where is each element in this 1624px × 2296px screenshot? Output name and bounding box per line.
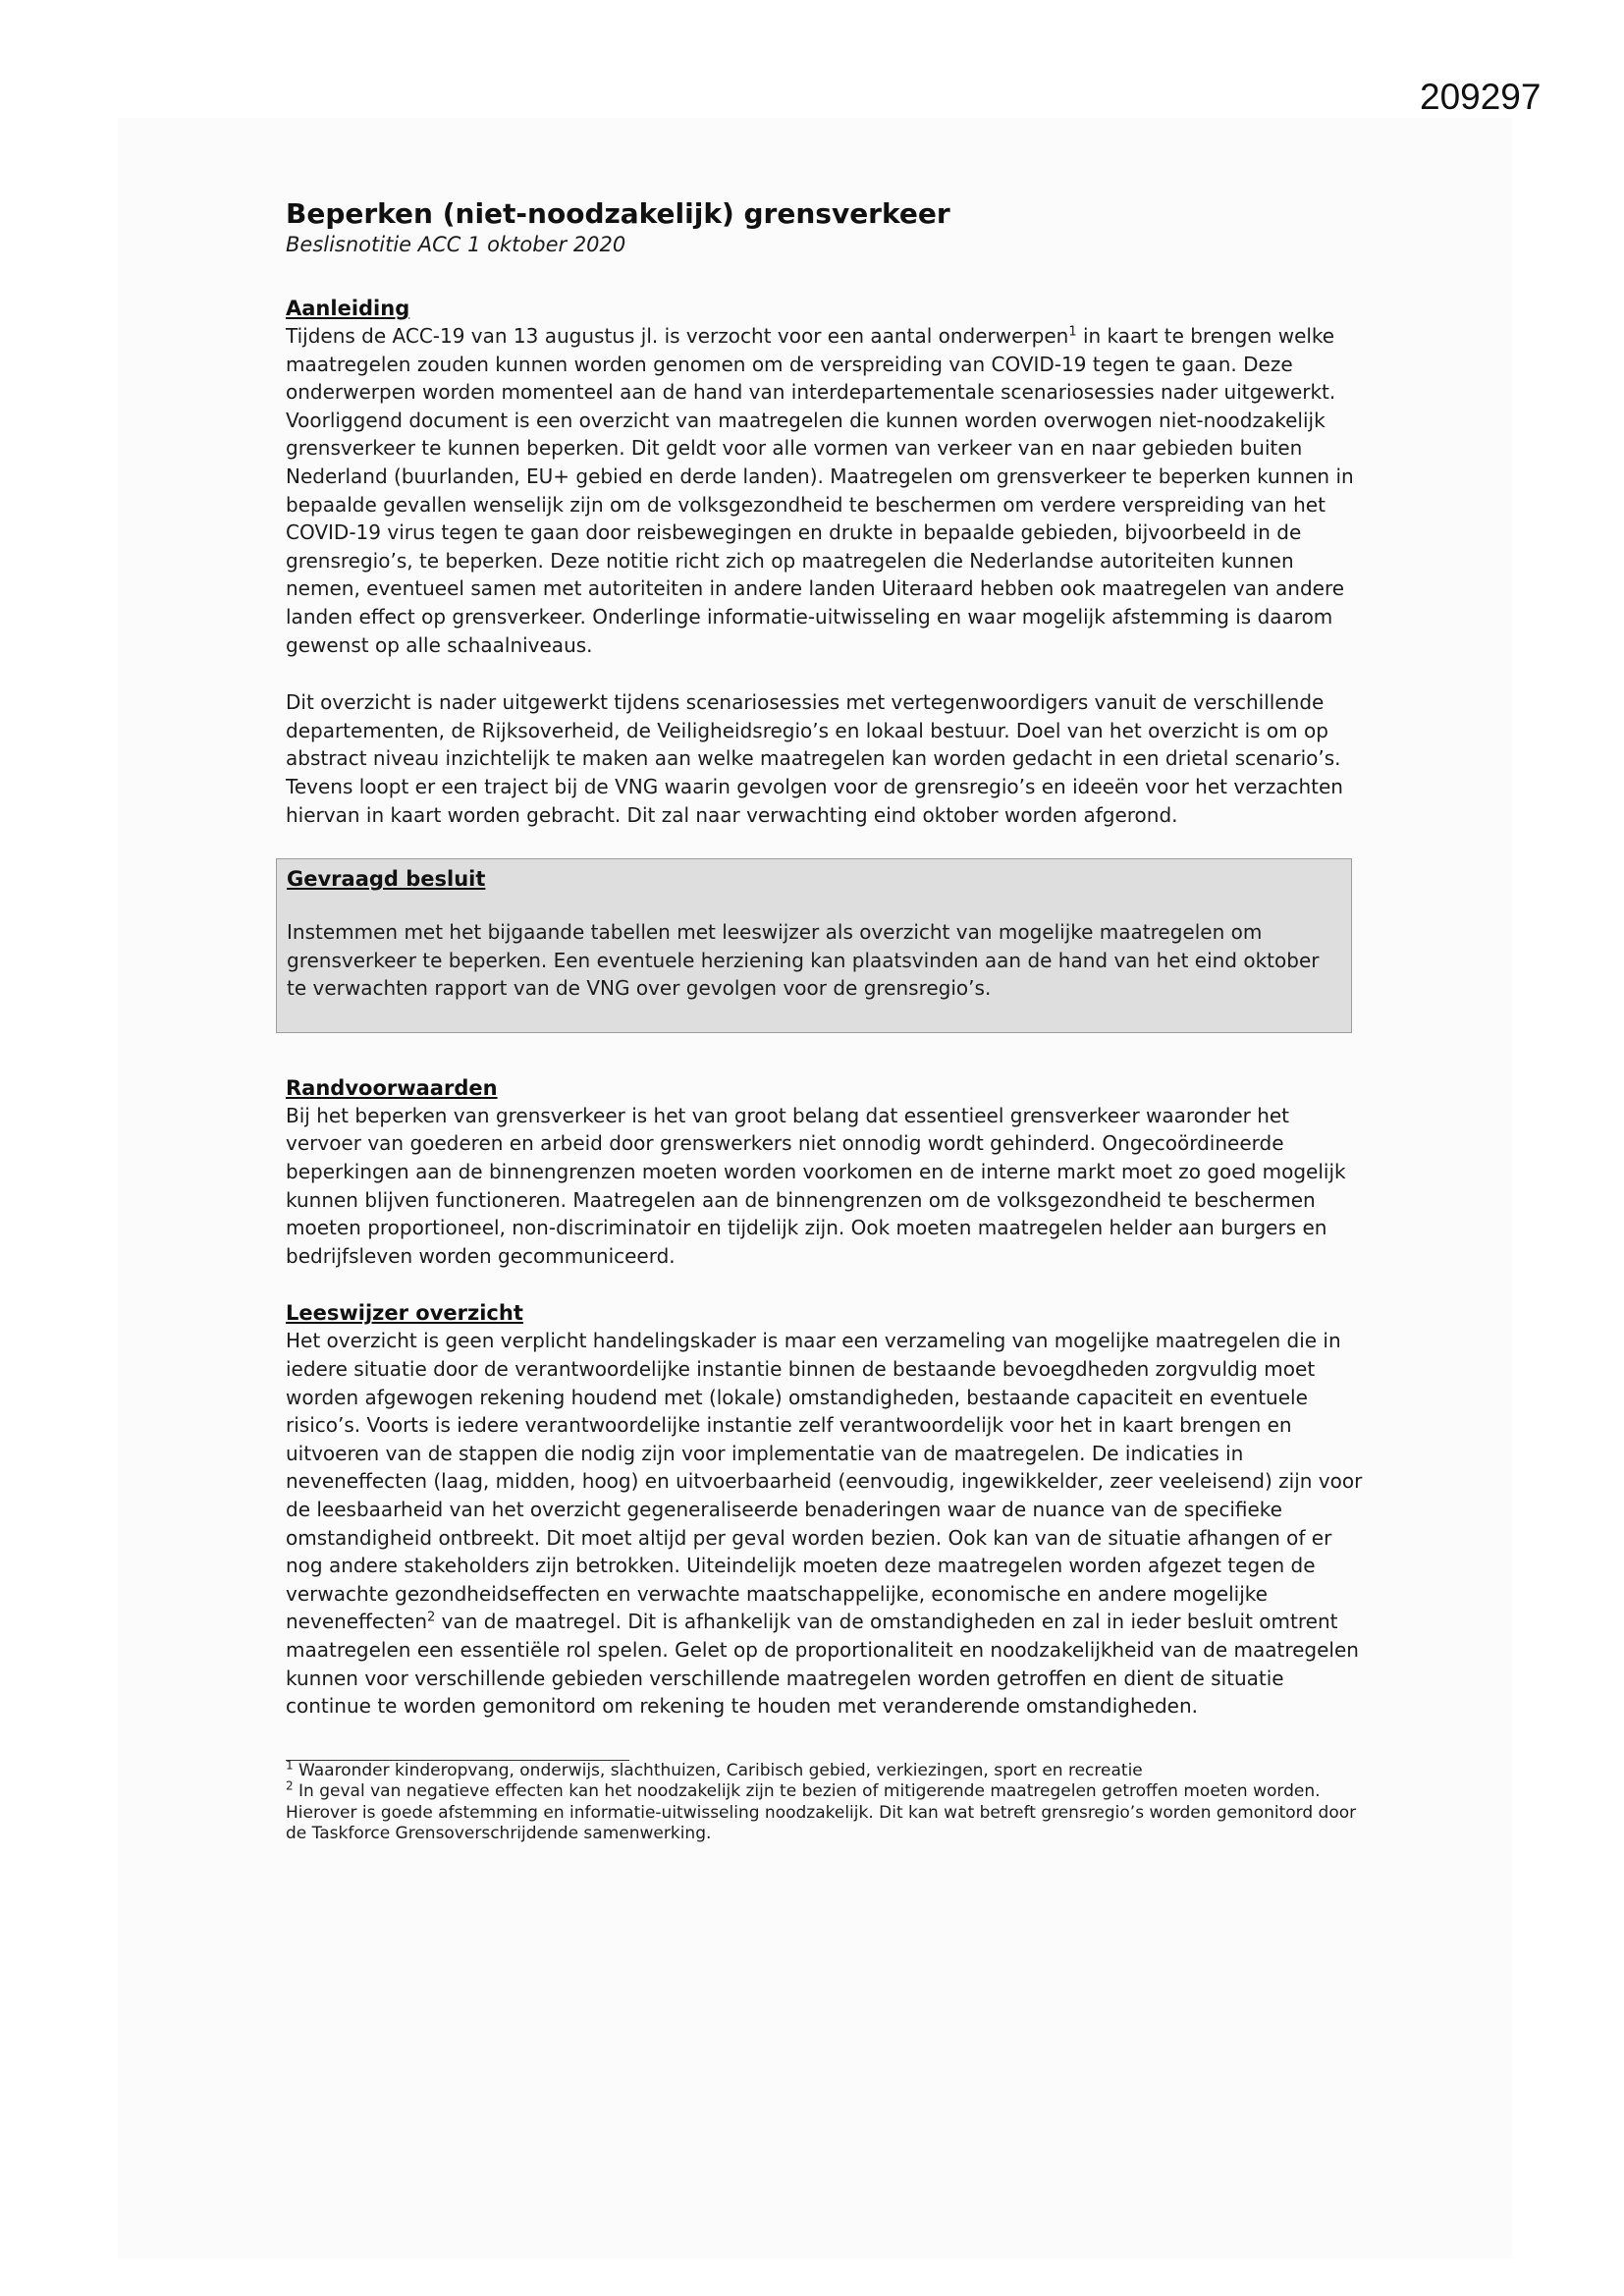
document-subtitle: Beslisnotitie ACC 1 oktober 2020 xyxy=(286,233,626,256)
document-body xyxy=(286,196,1366,1845)
footnote-1 xyxy=(286,1758,1366,1782)
leeswijzer-text-end: van de maatregel. Dit is afhankelijk van de omstandigheden en zal in ieder besluit omtrent maatregelen een essentiële rol spelen. Gelet op de proportionaliteit en noodzakelijkheid van de maatregelen kunnen voor verschillende gebieden verschillende maatregelen worden getroffen en dient de situatie continue te worden gemonitord om rekening te houden met veranderende omstandigheden. xyxy=(286,1610,1359,1719)
aanleiding-paragraph-2: Dit overzicht is nader uitgewerkt tijdens scenariosessies met vertegenwoordigers vanuit de verschillende departementen, de Rijksoverheid, de Veiligheidsregio’s en lokaal bestuur. Doel van het overzicht is om op abstract niveau inzichtelijk te maken aan welke maatregelen kan worden gedacht in een drietal scenario’s. Tevens loopt er een traject bij de VNG waarin gevolgen voor de grensregio’s en ideeën voor het verzachten hiervan in kaart worden gebracht. Dit zal naar verwachting eind oktober worden afgerond. xyxy=(286,690,1343,827)
footnote-reference-1: 1 xyxy=(1068,324,1077,340)
gevraagd-besluit-box xyxy=(276,858,1352,1033)
leeswijzer-text-start: Het overzicht is geen verplicht handelingskader is maar een verzameling van mogelijke maatregelen die in iedere situatie door de verantwoordelijke instantie binnen de bestaande bevoegdheden zorgvuldig moet worden afgewogen rekening houdend met (lokale) omstandigheden, bestaande capaciteit en eventuele risico’s. Voorts is iedere verantwoordelijke instantie zelf verantwoordelijk voor het in kaart brengen en uitvoeren van de stappen die nodig zijn voor implementatie van de maatregelen. De indicaties in neveneffecten (laag, midden, hoog) en uitvoerbaarheid (eenvoudig, ingewikkelder, zeer veeleisend) zijn voor de leesbaarheid van het overzicht gegeneraliseerde benaderingen waar de nuance van de specifieke omstandigheid ontbreekt. Dit moet altijd per geval worden bezien. Ook kan van de situatie afhangen of er nog andere stakeholders zijn betrokken. Uiteindelijk moeten deze maatregelen worden afgezet tegen de verwachte gezondheidseffecten en verwachte maatschappelijke, economische en andere mogelijke neveneffecten xyxy=(286,1329,1363,1634)
section-heading-aanleiding: Aanleiding xyxy=(286,297,410,320)
document-number: 209297 xyxy=(1420,77,1542,117)
leeswijzer-text xyxy=(286,1327,1366,1720)
footnote-text: Waaronder kinderopvang, onderwijs, slachthuizen, Caribisch gebied, verkiezingen, sport en recreatie xyxy=(293,1760,1143,1780)
section-randvoorwaarden xyxy=(286,1074,1366,1271)
section-heading-gevraagd-besluit: Gevraagd besluit xyxy=(287,867,486,892)
gevraagd-besluit-text: Instemmen met het bijgaande tabellen met leeswijzer als overzicht van mogelijke maatregelen om grensverkeer te beperken. Een eventuele herziening kan plaatsvinden aan de hand van het eind oktober te verwachten rapport van de VNG over gevolgen voor de grensregio’s. xyxy=(287,920,1320,1001)
footnote-reference-2: 2 xyxy=(427,1610,436,1625)
footnote-number: 2 xyxy=(286,1778,294,1793)
footnote-number: 1 xyxy=(286,1758,294,1773)
randvoorwaarden-text: Bij het beperken van grensverkeer is het van groot belang dat essentieel grensverkeer waaronder het vervoer van goederen en arbeid door grenswerkers niet onnodig wordt gehinderd. Ongecoördineerde beperkingen aan de binnengrenzen moeten worden voorkomen en de interne markt moet zo goed mogelijk kunnen blijven functioneren. Maatregelen aan de binnengrenzen om de volksgezondheid te beschermen moeten proportioneel, non-discriminatoir en tijdelijk zijn. Ook moeten maatregelen helder aan burgers en bedrijfsleven worden gecommuniceerd. xyxy=(286,1103,1346,1268)
section-leeswijzer xyxy=(286,1299,1366,1720)
section-heading-leeswijzer: Leeswijzer overzicht xyxy=(286,1301,523,1326)
section-aanleiding xyxy=(286,295,1366,829)
footnote-text: In geval van negatieve effecten kan het noodzakelijk zijn te bezien of mitigerende maatregelen getroffen moeten worden. Hierover is goede afstemming en informatie-uitwisseling noodzakelijk. Dit kan wat betreft grensregio’s worden gemonitord door de Taskforce Grensoverschrijdende samenwerking. xyxy=(286,1781,1357,1844)
document-title: Beperken (niet-noodzakelijk) grensverkeer xyxy=(286,197,950,230)
footnote-2 xyxy=(286,1778,1366,1845)
aanleiding-text-start: Tijdens de ACC-19 van 13 augustus jl. is verzocht voor een aantal onderwerpen xyxy=(286,324,1069,348)
aanleiding-paragraph-1 xyxy=(286,322,1366,659)
section-heading-randvoorwaarden: Randvoorwaarden xyxy=(286,1075,498,1100)
footnotes xyxy=(286,1758,1366,1845)
aanleiding-text-end: in kaart te brengen welke maatregelen zouden kunnen worden genomen om de verspreiding van COVID-19 tegen te gaan. Deze onderwerpen worden momenteel aan de hand van interdepartementale scenariosessies nader uitgewerkt. Voorliggend document is een overzicht van maatregelen die kunnen worden overwogen niet-noodzakelijk grensverkeer te kunnen beperken. Dit geldt voor alle vormen van verkeer van en naar gebieden buiten Nederland (buurlanden, EU+ gebied en derde landen). Maatregelen om grensverkeer te beperken kunnen in bepaalde gevallen wenselijk zijn om de volksgezondheid te beschermen om verdere verspreiding van het COVID-19 virus tegen te gaan door reisbewegingen en drukte in bepaalde gebieden, bijvoorbeeld in de grensregio’s, te beperken. Deze notitie richt zich op maatregelen die Nederlandse autoriteiten kunnen nemen, eventueel samen met autoriteiten in andere landen Uiteraard hebben ook maatregelen van andere landen effect op grensverkeer. Onderlinge informatie-uitwisseling en waar mogelijk afstemming is daarom gewenst op alle schaalniveaus. xyxy=(286,324,1354,657)
